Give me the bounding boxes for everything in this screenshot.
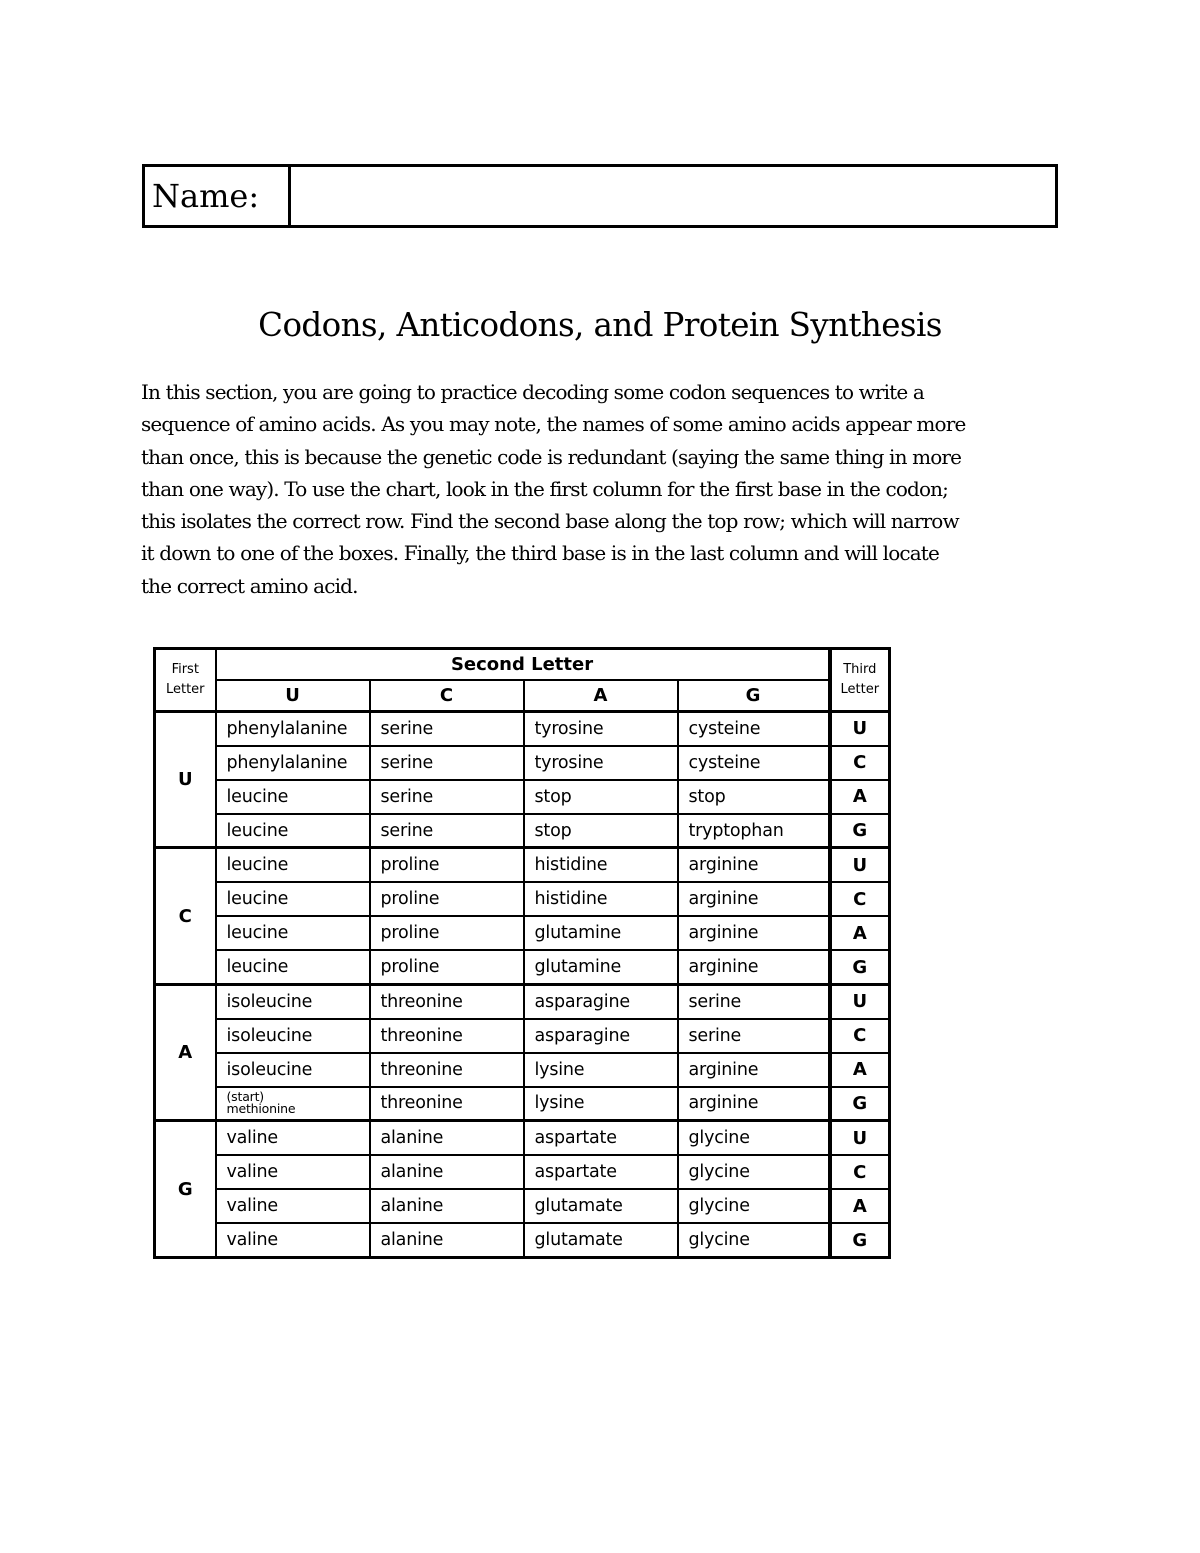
amino-acid-cell: valine bbox=[216, 1155, 370, 1189]
amino-acid-cell: serine bbox=[370, 814, 524, 848]
amino-acid-cell: leucine bbox=[216, 950, 370, 984]
amino-acid-cell: tyrosine bbox=[524, 712, 678, 746]
amino-acid-cell: leucine bbox=[216, 916, 370, 950]
amino-acid-cell: proline bbox=[370, 848, 524, 882]
amino-acid-cell: phenylalanine bbox=[216, 712, 370, 746]
amino-acid-cell: arginine bbox=[678, 1053, 830, 1087]
amino-acid-cell: serine bbox=[370, 712, 524, 746]
table-row bbox=[155, 1053, 890, 1087]
third-letter-cell: U bbox=[830, 848, 890, 882]
amino-acid-cell: isoleucine bbox=[216, 984, 370, 1018]
amino-acid-cell: valine bbox=[216, 1189, 370, 1223]
amino-acid-cell: asparagine bbox=[524, 1019, 678, 1053]
name-field[interactable] bbox=[291, 167, 1055, 225]
amino-acid-cell: leucine bbox=[216, 814, 370, 848]
amino-acid-cell: arginine bbox=[678, 848, 830, 882]
amino-acid-cell: aspartate bbox=[524, 1155, 678, 1189]
amino-acid-cell: threonine bbox=[370, 984, 524, 1018]
table-row bbox=[155, 1019, 890, 1053]
third-letter-cell: C bbox=[830, 882, 890, 916]
amino-acid-cell: leucine bbox=[216, 882, 370, 916]
intro-line: this isolates the correct row. Find the second base along the top row; which will narrow bbox=[141, 509, 959, 534]
amino-acid-cell: lysine bbox=[524, 1087, 678, 1121]
amino-acid-cell: glutamate bbox=[524, 1223, 678, 1258]
amino-acid-cell: serine bbox=[370, 746, 524, 780]
amino-acid-cell: cysteine bbox=[678, 712, 830, 746]
table-row bbox=[155, 882, 890, 916]
table-row bbox=[155, 984, 890, 1018]
codon-chart bbox=[153, 647, 891, 1259]
table-row bbox=[155, 1087, 890, 1121]
amino-acid-cell: valine bbox=[216, 1121, 370, 1155]
table-row bbox=[155, 950, 890, 984]
amino-acid-cell: leucine bbox=[216, 848, 370, 882]
amino-acid-cell: alanine bbox=[370, 1155, 524, 1189]
amino-acid-cell: valine bbox=[216, 1223, 370, 1258]
amino-acid-cell: aspartate bbox=[524, 1121, 678, 1155]
amino-acid-cell: threonine bbox=[370, 1053, 524, 1087]
third-letter-cell: C bbox=[830, 746, 890, 780]
third-letter-cell: U bbox=[830, 712, 890, 746]
first-letter-header-line: First bbox=[171, 662, 199, 677]
table-row bbox=[155, 1121, 890, 1155]
third-letter-header-line: Letter bbox=[840, 682, 880, 697]
table-row bbox=[155, 780, 890, 814]
amino-acid-cell: proline bbox=[370, 950, 524, 984]
third-letter-cell: A bbox=[830, 916, 890, 950]
third-letter-cell: G bbox=[830, 1223, 890, 1258]
amino-acid-cell: stop bbox=[678, 780, 830, 814]
amino-acid-cell: glutamine bbox=[524, 916, 678, 950]
amino-acid-cell: histidine bbox=[524, 848, 678, 882]
amino-acid-cell: lysine bbox=[524, 1053, 678, 1087]
table-row bbox=[155, 814, 890, 848]
first-letter-cell: C bbox=[155, 848, 216, 984]
name-box bbox=[142, 164, 1058, 228]
amino-acid-cell: glycine bbox=[678, 1155, 830, 1189]
amino-acid-cell: alanine bbox=[370, 1189, 524, 1223]
third-letter-cell: A bbox=[830, 1053, 890, 1087]
amino-acid-cell: tyrosine bbox=[524, 746, 678, 780]
intro-line: In this section, you are going to practice decoding some codon sequences to write a bbox=[141, 380, 924, 404]
intro-line: than one way). To use the chart, look in the first column for the first base in the codon; bbox=[141, 476, 949, 501]
intro-line: than once, this is because the genetic code is redundant (saying the same thing in more bbox=[141, 444, 962, 469]
second-base-header: A bbox=[524, 680, 678, 712]
amino-acid-cell: tryptophan bbox=[678, 814, 830, 848]
table-row bbox=[155, 746, 890, 780]
amino-acid-cell: (start) methionine bbox=[216, 1087, 370, 1121]
table-row bbox=[155, 848, 890, 882]
amino-acid-cell: arginine bbox=[678, 882, 830, 916]
amino-acid-cell: cysteine bbox=[678, 746, 830, 780]
third-letter-cell: G bbox=[830, 950, 890, 984]
first-letter-cell: G bbox=[155, 1121, 216, 1258]
second-letter-header: Second Letter bbox=[216, 649, 830, 681]
amino-acid-cell: proline bbox=[370, 882, 524, 916]
amino-acid-cell: arginine bbox=[678, 950, 830, 984]
table-row bbox=[155, 1189, 890, 1223]
name-label: Name: bbox=[145, 167, 291, 225]
third-letter-cell: G bbox=[830, 1087, 890, 1121]
amino-acid-cell: isoleucine bbox=[216, 1053, 370, 1087]
first-letter-cell: U bbox=[155, 712, 216, 848]
third-letter-header bbox=[830, 649, 890, 712]
first-letter-header-line: Letter bbox=[165, 682, 205, 697]
table-row bbox=[155, 1155, 890, 1189]
third-letter-header-line: Third bbox=[843, 662, 877, 677]
amino-acid-cell: glycine bbox=[678, 1189, 830, 1223]
amino-acid-cell: glutamate bbox=[524, 1189, 678, 1223]
amino-acid-cell: proline bbox=[370, 916, 524, 950]
amino-acid-cell: glutamine bbox=[524, 950, 678, 984]
intro-paragraph bbox=[141, 376, 1061, 602]
third-letter-cell: G bbox=[830, 814, 890, 848]
second-base-header: G bbox=[678, 680, 830, 712]
amino-acid-cell: stop bbox=[524, 814, 678, 848]
amino-acid-cell: alanine bbox=[370, 1223, 524, 1258]
intro-line: sequence of amino acids. As you may note, the names of some amino acids appear more bbox=[141, 412, 966, 437]
first-letter-cell: A bbox=[155, 984, 216, 1120]
third-letter-cell: C bbox=[830, 1019, 890, 1053]
amino-acid-cell: serine bbox=[370, 780, 524, 814]
third-letter-cell: C bbox=[830, 1155, 890, 1189]
codon-chart-body bbox=[155, 712, 890, 1258]
amino-acid-cell: histidine bbox=[524, 882, 678, 916]
amino-acid-cell: threonine bbox=[370, 1019, 524, 1053]
third-letter-cell: U bbox=[830, 1121, 890, 1155]
amino-acid-cell: alanine bbox=[370, 1121, 524, 1155]
amino-acid-cell: serine bbox=[678, 1019, 830, 1053]
intro-line: it down to one of the boxes. Finally, the third base is in the last column and will locate bbox=[141, 541, 939, 566]
amino-acid-cell: arginine bbox=[678, 916, 830, 950]
page-title: Codons, Anticodons, and Protein Synthesis bbox=[258, 306, 942, 344]
table-row bbox=[155, 712, 890, 746]
amino-acid-cell: isoleucine bbox=[216, 1019, 370, 1053]
intro-line: the correct amino acid. bbox=[141, 573, 358, 598]
table-row bbox=[155, 1223, 890, 1258]
third-letter-cell: A bbox=[830, 780, 890, 814]
third-letter-cell: U bbox=[830, 984, 890, 1018]
amino-acid-cell: phenylalanine bbox=[216, 746, 370, 780]
table-row bbox=[155, 916, 890, 950]
third-letter-cell: A bbox=[830, 1189, 890, 1223]
amino-acid-cell: leucine bbox=[216, 780, 370, 814]
amino-acid-cell: asparagine bbox=[524, 984, 678, 1018]
second-base-header: U bbox=[216, 680, 370, 712]
amino-acid-cell: glycine bbox=[678, 1223, 830, 1258]
second-base-header: C bbox=[370, 680, 524, 712]
amino-acid-cell: threonine bbox=[370, 1087, 524, 1121]
amino-acid-cell: glycine bbox=[678, 1121, 830, 1155]
first-letter-header bbox=[155, 649, 216, 712]
amino-acid-cell: serine bbox=[678, 984, 830, 1018]
amino-acid-cell: stop bbox=[524, 780, 678, 814]
amino-acid-cell: arginine bbox=[678, 1087, 830, 1121]
